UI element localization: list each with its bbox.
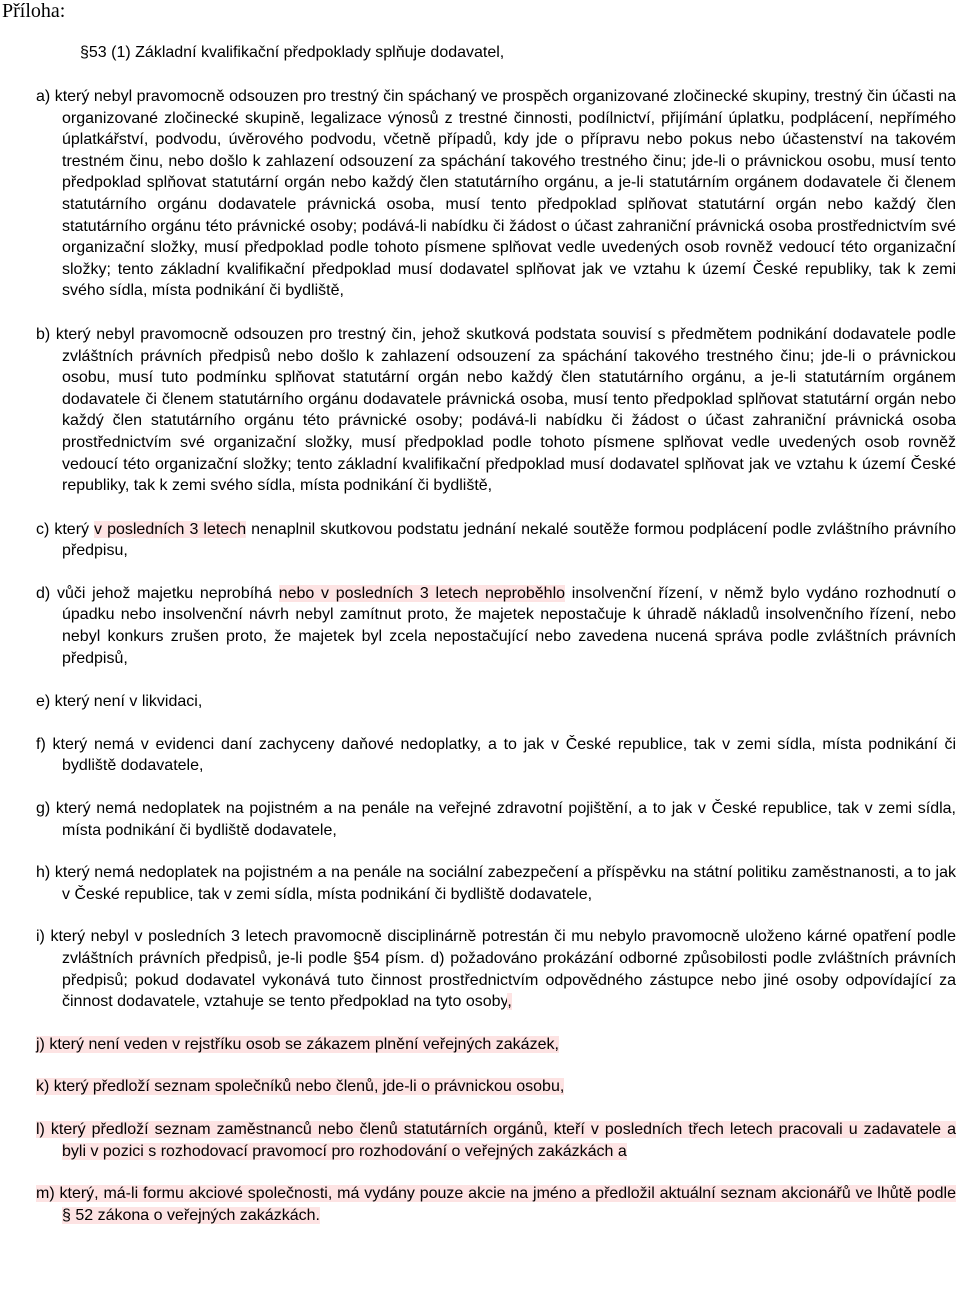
item-c-prefix: c) který <box>36 520 95 538</box>
item-i <box>36 926 956 1012</box>
item-l-text: l) který předloží seznam zaměstnanců nebo členů statutárních orgánů, kteří v posledních třech letech pracovali u zadavatele a byli v pozici s rozhodovací pravomocí pro rozhodování o veřejných zakázkách a <box>36 1120 956 1160</box>
page-label: Příloha: <box>2 0 66 22</box>
item-i-text: i) který nebyl v posledních 3 letech pravomocně disciplinárně potrestán či mu nebylo pravomocně uloženo kárné opatření podle zvláštních právních předpisů, je-li podle §54 písm. d) požadováno prokázání odborné způsobilosti podle zvláštních právních předpisů; pokud dodavatel vykonává tuto činnost prostřednictvím odpovědného zástupce nebo jiné osoby odpovídající za činnost dodavatele, vztahuje se tento předpoklad na tyto osoby <box>36 928 956 1011</box>
item-k <box>36 1076 956 1098</box>
item-c-rest: nenaplnil skutkovou podstatu jednání nekalé soutěže formou podplácení podle zvláštního právního předpisu, <box>62 520 957 560</box>
item-j-text: j) který není veden v rejstříku osob se zákazem plnění veřejných zakázek, <box>36 1035 559 1053</box>
item-i-highlight: , <box>507 993 512 1011</box>
item-a: a) který nebyl pravomocně odsouzen pro trestný čin spáchaný ve prospěch organizované zločinecké skupiny, trestný čin účasti na organizované zločinecké skupině, legalizace výnosů z trestné činnosti, podílnictví, přijímání úplatku, podplácení, nepřímého úplatkářství, podvodu, úvěrového podvodu, včetně případů, kdy jde o přípravu nebo pokus nebo účastenství na takovém trestném činu, nebo došlo k zahlazení odsouzení za spáchání takového trestného činu; jde-li o právnickou osobu, musí tento předpoklad splňovat statutární orgán nebo každý člen statutárního orgánu, a je-li statutárním orgánem dodavatele či členem statutárního orgánu dodavatele právnická osoba, musí tento předpoklad splňovat statutární orgán nebo každý člen statutárního orgánu této právnické osoby; podává-li nabídku či žádost o účast zahraniční právnická osoba prostřednictvím své organizační složky, musí předpoklad podle tohoto písmene splňovat vedle uvedených osob rovněž vedoucí této organizační složky; tento základní kvalifikační předpoklad musí dodavatel splňovat jak ve vztahu k území České republiky, tak k zemi svého sídla, místa podnikání či bydliště, <box>36 88 956 300</box>
item-m-text: m) který, má-li formu akciové společnosti, má vydány pouze akcie na jméno a předložil aktuální seznam akcionářů ve lhůtě podle § 52 zákona o veřejných zakázkách. <box>36 1185 956 1224</box>
item-m <box>36 1183 956 1226</box>
item-c-highlight: v posledních 3 letech <box>94 520 247 538</box>
requirements-list <box>36 86 956 1226</box>
item-k-text: k) který předloží seznam společníků nebo členů, jde-li o právnickou osobu, <box>36 1078 565 1096</box>
item-l <box>36 1119 956 1162</box>
item-b: b) který nebyl pravomocně odsouzen pro trestný čin, jehož skutková podstata souvisí s předmětem podnikání dodavatele podle zvláštních právních předpisů nebo došlo k zahlazení odsouzení za spáchání takového trestného činu; jde-li o právnickou osobu, musí tuto podmínku splňovat statutární orgán nebo každý člen statutárního orgánu, a je-li statutárním orgánem dodavatele či členem statutárního orgánu dodavatele právnická osoba, musí tento předpoklad splňovat statutární orgán nebo každý člen statutárního orgánu této právnické osoby; podává-li nabídku či žádost o účast zahraniční právnická osoba prostřednictvím své organizační složky, musí předpoklad podle tohoto písmene splňovat vedle uvedených osob rovněž vedoucí této organizační složky; tento základní kvalifikační předpoklad musí dodavatel splňovat jak ve vztahu k území České republiky, tak k zemi svého sídla, místa podnikání či bydliště, <box>36 325 956 495</box>
item-d-rest: insolvenční řízení, v němž bylo vydáno rozhodnutí o úpadku nebo insolvenční návrh nebyl zamítnut proto, že majetek nepostačuje k úhradě nákladů insolvenčního řízení, nebo nebyl konkurs zrušen proto, že majetek byl zcela nepostačující nebo zavedena nucená správa podle zvláštních právních předpisů, <box>62 584 956 667</box>
item-g: g) který nemá nedoplatek na pojistném a na penále na veřejné zdravotní pojištění, a to jak v České republice, tak v zemi sídla, místa podnikání či bydliště dodavatele, <box>36 800 956 839</box>
item-d-highlight: nebo v posledních 3 letech neproběhlo <box>278 584 566 602</box>
item-h: h) který nemá nedoplatek na pojistném a na penále na sociální zabezpečení a příspěvku na státní politiku zaměstnanosti, a to jak v České republice, tak v zemi sídla, místa podnikání či bydliště dodavatele, <box>36 864 956 903</box>
item-c <box>36 519 956 562</box>
item-e: e) který není v likvidaci, <box>36 693 203 711</box>
item-j <box>36 1034 956 1056</box>
section-heading: §53 (1) Základní kvalifikační předpoklady splňuje dodavatel, <box>80 44 505 61</box>
item-f: f) který nemá v evidenci daní zachyceny daňové nedoplatky, a to jak v České republice, tak v zemi sídla, místa podnikání či bydliště dodavatele, <box>36 735 956 775</box>
item-d <box>36 583 956 669</box>
item-d-prefix: d) vůči jehož majetku neprobíhá <box>36 584 279 602</box>
